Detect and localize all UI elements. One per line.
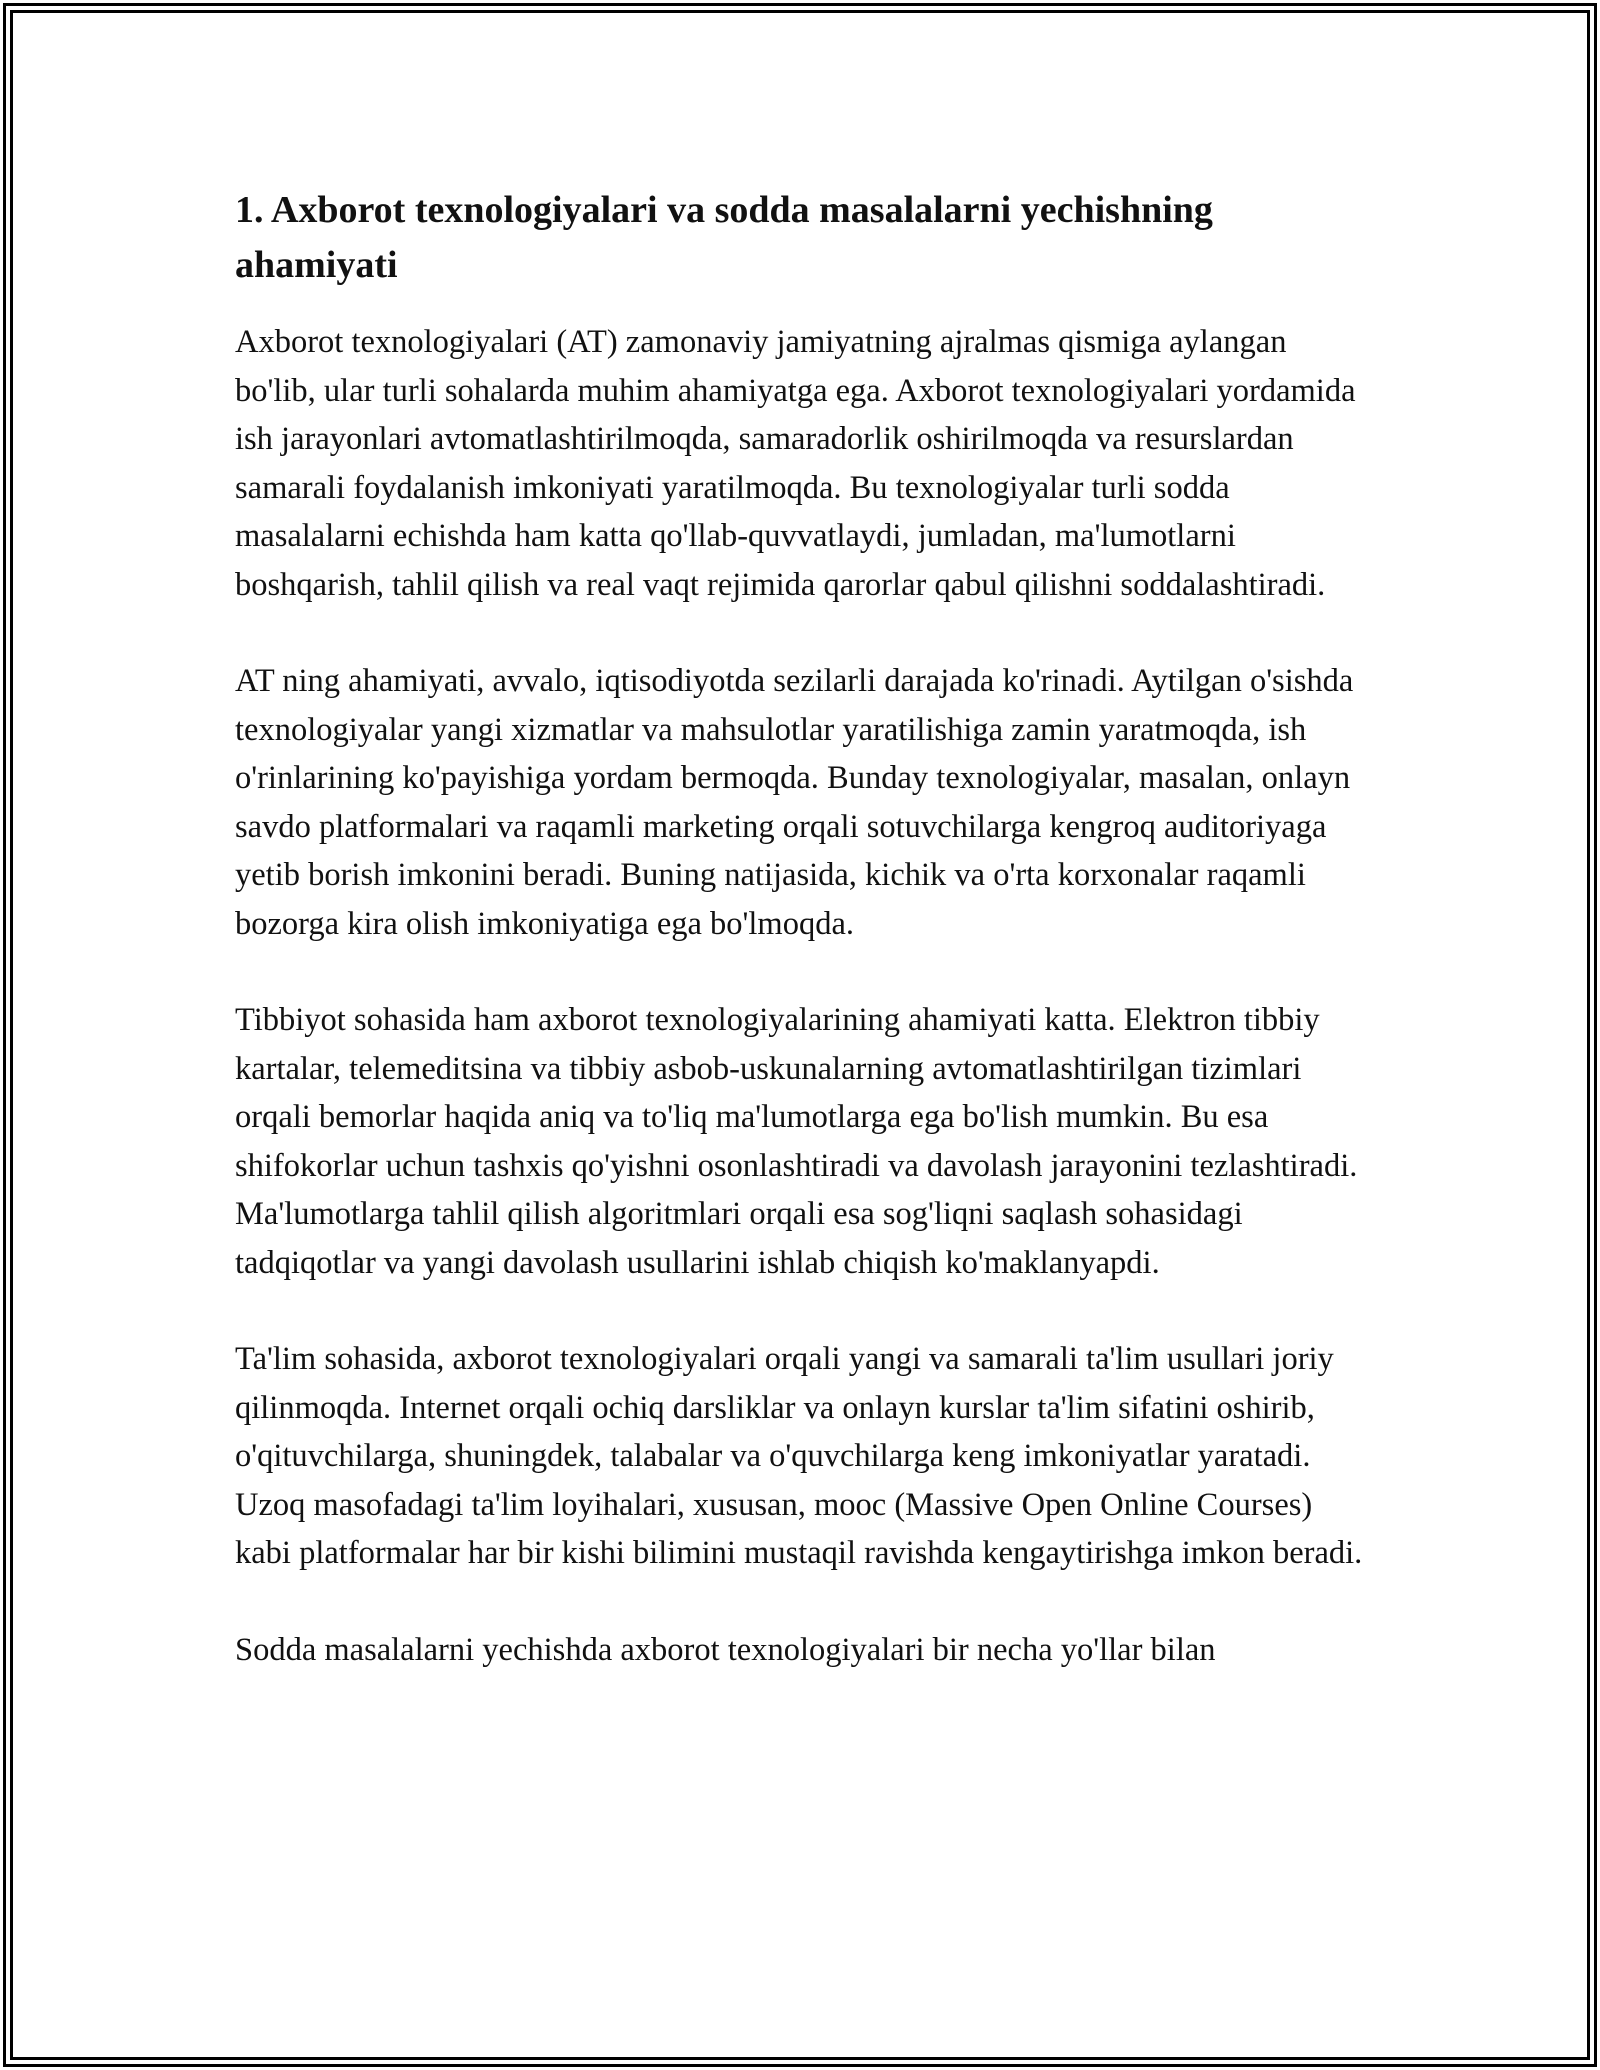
paragraph-intro: Axborot texnologiyalari (AT) zamonaviy jamiyatning ajralmas qismiga aylangan bo'lib, ular turli sohalarda muhim ahamiyatga ega. Axborot texnologiyalari yordamida ish jarayonlari avtomatlashtirilmoqda, samaradorlik oshirilmoqda va resurslardan samarali foydalanish imkoniyati yaratilmoqda. Bu texnologiyalar turli sodda masalalarni echishda ham katta qo'llab-quvvatlaydi, jumladan, ma'lumotlarni boshqarish, tahlil qilish va real vaqt rejimida qarorlar qabul qilishni soddalashtiradi. <box>235 324 1356 603</box>
document-body <box>235 183 1370 1722</box>
paragraph-economy: AT ning ahamiyati, avvalo, iqtisodiyotda sezilarli darajada ko'rinadi. Aytilgan o'sishda texnologiyalar yangi xizmatlar va mahsulotlar yaratilishiga zamin yaratmoqda, ish o'rinlarining ko'payishiga yordam bermoqda. Bunday texnologiyalar, masalan, onlayn savdo platformalari va raqamli marketing orqali sotuvchilarga kengroq auditoriyaga yetib borish imkonini beradi. Buning natijasida, kichik va o'rta korxonalar raqamli bozorga kira olish imkoniyatiga ega bo'lmoqda. <box>235 663 1354 942</box>
section-heading: 1. Axborot texnologiyalari va sodda masalalarni yechishning ahamiyati <box>235 189 1213 286</box>
paragraph-simple-tasks: Sodda masalalarni yechishda axborot texnologiyalari bir necha yo'llar bilan <box>235 1631 1216 1668</box>
paragraph-medicine: Tibbiyot sohasida ham axborot texnologiyalarining ahamiyati katta. Elektron tibbiy kartalar, telemeditsina va tibbiy asbob-uskunalarning avtomatlashtirilgan tizimlari orqali bemorlar haqida aniq va to'liq ma'lumotlarga ega bo'lish mumkin. Bu esa shifokorlar uchun tashxis qo'yishni osonlashtiradi va davolash jarayonini tezlashtiradi. Ma'lumotlarga tahlil qilish algoritmlari orqali esa sog'liqni saqlash sohasidagi tadqiqotlar va yangi davolash usullarini ishlab chiqish ko'maklanyapdi. <box>235 1002 1358 1281</box>
paragraph-education: Ta'lim sohasida, axborot texnologiyalari orqali yangi va samarali ta'lim usullari joriy qilinmoqda. Internet orqali ochiq darsliklar va onlayn kurslar ta'lim sifatini oshirib, o'qituvchilarga, shuningdek, talabalar va o'quvchilarga keng imkoniyatlar yaratadi. Uzoq masofadagi ta'lim loyihalari, xususan, mooc (Massive Open Online Courses) kabi platformalar har bir kishi bilimini mustaqil ravishda kengaytirishga imkon beradi. <box>235 1341 1363 1571</box>
